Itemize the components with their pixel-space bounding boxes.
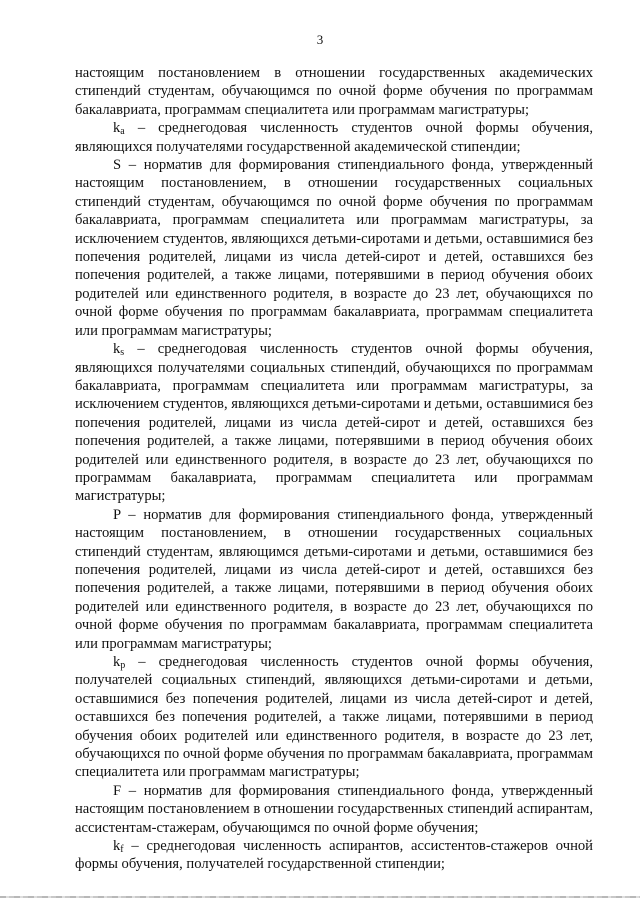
paragraph-p [75, 506, 593, 653]
paragraph-kp [75, 653, 593, 782]
paragraph-text: – среднегодовая численность студентов очной формы обучения, являющихся получателями государственной академической стипендии; [75, 120, 593, 155]
formula-symbol: F [113, 782, 122, 799]
paragraph-text: – норматив для формирования стипендиального фонда, утвержденный настоящим постановлением в отношении государственных стипендий аспирантам, ассистентам-стажерам, обучающимся по очной форме обучения; [75, 782, 593, 836]
formula-symbol: P [113, 506, 121, 523]
formula-symbol: $k_s$ [113, 341, 125, 359]
paragraph-text: – норматив для формирования стипендиального фонда, утвержденный настоящим постановлением, в отношении государственных социальных стипендий студентам, являющимся детьми-сиротами и детьми, оставшимися без попечения родителей, лицами из числа детей-сирот и детей, оставшихся без попечения родителей, а также лицами, потерявшими в период обучения обоих родителей или единственного родителя, в возрасте до 23 лет, обучающихся по очной форме обучения по программам бакалавриата, программам специалитета или программам магистратуры; [75, 506, 593, 652]
formula-subscript: s [120, 347, 125, 359]
formula-symbol: $k_a$ [113, 120, 125, 138]
paragraph-s [75, 156, 593, 340]
formula-subscript: p [120, 660, 126, 671]
paragraph-kf [75, 837, 593, 874]
formula-subscript: f [120, 844, 124, 856]
scan-edge-line [0, 896, 640, 898]
paragraph-ks [75, 340, 593, 506]
formula-symbol: $k_f$ [113, 838, 124, 856]
paragraph-text: – среднегодовая численность студентов очной формы обучения, являющихся получателями социальных стипендий, обучающихся по программам бакалавриата, программам специалитета или программам магистратуры, за исключением студентов, являющихся детьми-сиротами и детьми, оставшимися без попечения родителей, лицами из числа детей-сирот и детей, оставшихся без попечения родителей, а также лицами, потерявшими в период обучения обоих родителей или единственного родителя, в возрасте до 23 лет, обучающихся по программам бакалавриата, программам специалитета или программам магистратуры; [75, 341, 593, 505]
formula-symbol: S [113, 157, 122, 174]
paragraph-text: – норматив для формирования стипендиального фонда, утвержденный настоящим постановлением, в отношении государственных социальных стипендий студентам, обучающимся по очной форме обучения по программам бакалавриата, программам специалитета или программам магистратуры, за исключением студентов, являющихся детьми-сиротами и детьми, оставшимися без попечения родителей, лицами из числа детей-сирот и детей, оставшихся без попечения родителей, а также лицами, потерявшими в период обучения обоих родителей или единственного родителя, в возрасте до 23 лет, обучающихся по очной форме обучения по программам бакалавриата, программам специалитета или программам магистратуры; [75, 157, 593, 339]
paragraph-f [75, 782, 593, 837]
paragraph-intro [75, 64, 593, 119]
page-number: 3 [316, 32, 324, 47]
paragraph-ka [75, 119, 593, 156]
paragraph-text: – среднегодовая численность аспирантов, ассистентов-стажеров очной формы обучения, получателей государственной стипендии; [75, 838, 593, 873]
formula-symbol: $k_p$ [113, 654, 126, 671]
document-body [75, 64, 593, 874]
formula-subscript: a [120, 126, 125, 138]
paragraph-text: – среднегодовая численность студентов очной формы обучения, получателей социальных стипендий, являющихся детьми-сиротами и детьми, оставшимися без попечения родителей, лицами из числа детей-сирот и детей, оставшихся без попечения родителей, а также лицами, потерявшими в период обучения обоих родителей или единственного родителя, в возрасте до 23 лет, обучающихся по очной форме обучения по программам бакалавриата, программам специалитета или программам магистратуры; [75, 654, 593, 781]
paragraph-text: настоящим постановлением в отношении государственных академических стипендий студентам, обучающимся по очной форме обучения по программам бакалавриата, программам специалитета или программам магистратуры; [75, 65, 593, 118]
